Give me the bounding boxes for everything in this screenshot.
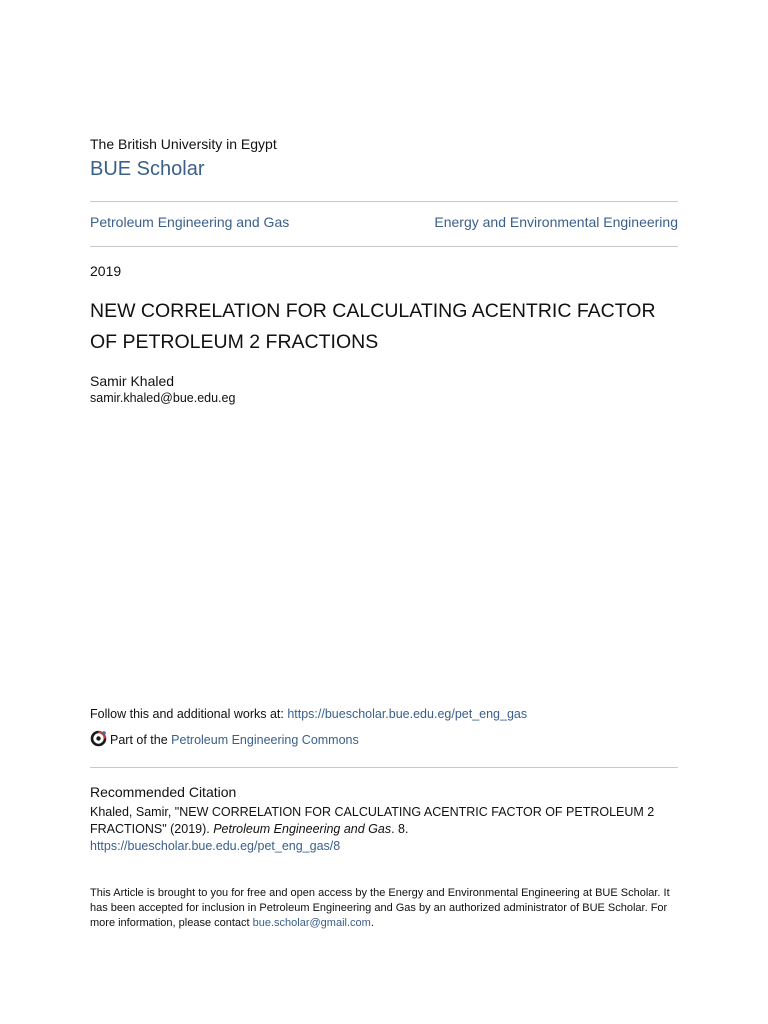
divider-top [90,201,678,202]
network-commons-icon [90,730,107,747]
citation-block [90,804,678,855]
access-notice-end: . [370,917,374,929]
citation-url-link[interactable]: https://buescholar.bue.edu.eg/pet_eng_gas/8 [90,839,341,853]
cover-page [90,0,678,1024]
author-name: Samir Khaled [90,373,175,389]
part-of-prefix: Part of the [110,733,172,747]
access-notice [90,886,678,931]
contact-email-link[interactable]: bue.scholar@gmail.com [252,917,371,929]
citation-text: Khaled, Samir, "NEW CORRELATION FOR CALCULATING ACENTRIC FACTOR OF PETROLEUM 2 FRACTIONS" (2019). [90,805,655,836]
follow-prefix: Follow this and additional works at: [90,707,288,721]
follow-url-link[interactable]: https://buescholar.bue.edu.eg/pet_eng_gas [287,707,528,721]
divider-citation [90,767,678,768]
author-email: samir.khaled@bue.edu.eg [90,391,236,405]
commons-link[interactable]: Petroleum Engineering Commons [171,733,359,747]
collections-bar [90,214,678,234]
collection-link-petroleum[interactable]: Petroleum Engineering and Gas [90,214,290,230]
divider-bottom [90,246,678,247]
collection-link-energy[interactable]: Energy and Environmental Engineering [434,214,678,230]
repository-link[interactable]: BUE Scholar [90,158,205,180]
publication-year: 2019 [90,263,122,279]
citation-journal: Petroleum Engineering and Gas [213,822,392,836]
access-notice-text: This Article is brought to you for free and open access by the Energy and Environmental Engineering at BUE Scholar. It has been accepted for inclusion in Petroleum Engineering and Gas by an authorized administrator of BUE Scholar. For more information, please contact [90,887,670,929]
citation-heading: Recommended Citation [90,784,237,800]
article-title: NEW CORRELATION FOR CALCULATING ACENTRIC FACTOR OF PETROLEUM 2 FRACTIONS [90,300,656,353]
institution-name: The British University in Egypt [90,136,277,152]
citation-suffix: . 8. [391,822,409,836]
part-of-line [90,730,359,750]
follow-line [90,707,527,721]
